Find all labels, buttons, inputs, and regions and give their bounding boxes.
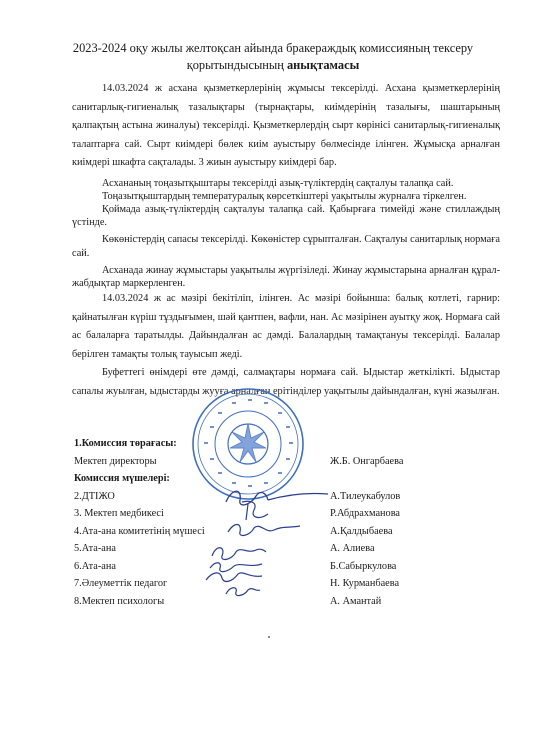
document-title bbox=[40, 40, 506, 74]
paragraph-menu: 14.03.2024 ж ас мәзірі бекітіліп, ілінген. Ас мәзірі бойынша: балық котлеті, гарнир: қайнатылған күріш тұздығымен, шәй қантпен, вафли, нан. Ас мәзірінен ауытқу жоқ. Нормаға сай ас балаларға таратылды. Дайындалған ас дәмді. Балалардың тамақтануы тексерілді. Балалар берілген тамақты толық тауысып жеді. bbox=[72, 293, 500, 360]
paragraph-storage: Қоймада азық-түліктердің сақталуы талапқа сай. Қабырғаға тимейді және стиллаждың үстінде. bbox=[72, 203, 500, 229]
member-name: А.Тилеукабулов bbox=[330, 490, 401, 502]
title-line-2-bold: анықтамасы bbox=[286, 58, 360, 72]
member-row bbox=[74, 543, 504, 561]
paragraph-buffet: Буфеттегі өнімдері өте дәмді, салмақтары нормаға сай. Ыдыстар жеткілікті. Ыдыстар сапалы жуылған, ыдыстарды жууға арналған ерітінділер уақытылы дайындалған, күні жазылған. bbox=[72, 367, 500, 397]
chair-name: Ж.Б. Онгарбаева bbox=[330, 455, 404, 467]
chair-role: Мектеп директоры bbox=[74, 455, 157, 467]
signature-member-4 bbox=[224, 518, 304, 540]
member-name: Р.Абдрахманова bbox=[330, 508, 400, 519]
member-name: А. Амантай bbox=[330, 595, 382, 607]
paragraph-refrigerators: Асхананың тоңазытқыштары тексерілді азық-түліктердің сақталуы талапқа сай. bbox=[102, 177, 454, 189]
title-line-2 bbox=[40, 57, 506, 74]
member-role: 5.Ата-ана bbox=[74, 543, 116, 554]
member-role: 7.Әлеуметтік педагог bbox=[74, 578, 168, 589]
page-mark bbox=[268, 636, 270, 638]
member-name: Н. Курманбаева bbox=[330, 578, 400, 589]
member-role: 2.ДТІЖО bbox=[74, 490, 115, 502]
member-role: 3. Мектеп медбикесі bbox=[74, 508, 164, 519]
signature-member-8 bbox=[222, 582, 262, 600]
member-name: А.Қалдыбаева bbox=[330, 525, 393, 537]
member-role: 6.Ата-ана bbox=[74, 560, 116, 572]
member-name: А. Алиева bbox=[330, 543, 375, 554]
document-body bbox=[72, 80, 500, 401]
chair-row bbox=[74, 456, 504, 474]
chair-heading-row bbox=[74, 438, 504, 456]
member-role: 8.Мектеп психологы bbox=[74, 595, 165, 607]
paragraph-staff-inspection: 14.03.2024 ж асхана қызметкерлерінің жұмысы тексерілді. Асхана қызметкерлерінің санитарлық-гигиеналық тазалықтары (тырнақтары, киімдерінің тазалығы, шаштарының қалпақтың астына жиналуы) тексерілді. Қызметкерлердің сырт көрінісі санитарлық-гигиеналық талаптарға сай. Сырт киімдері бөлек киім ауыстыру бөлмесінде ілінген. Жұмысқа арналған киімдері шкафта сақталады. 3 жиын ауыстыру киімдері бар. bbox=[72, 83, 500, 168]
member-row bbox=[74, 596, 504, 614]
title-line-1: 2023-2024 оқу жылы желтоқсан айында бракераждық комиссияның тексеру bbox=[72, 41, 474, 55]
members-heading: Комиссия мүшелері: bbox=[74, 473, 170, 484]
chair-heading: 1.Комиссия төрағасы: bbox=[74, 438, 177, 449]
paragraph-cleaning: Асханада жинау жұмыстары уақытылы жүргізіледі. Жинау жұмыстарына арналған құрал-жабдықтар маркерленген. bbox=[72, 264, 500, 289]
member-name: Б.Сабыркулова bbox=[330, 560, 397, 572]
title-line-2-text: қорытындысының bbox=[186, 58, 284, 72]
member-row bbox=[74, 578, 504, 596]
paragraph-temperature-log: Тоңазытқыштардың температуралық көрсеткіштері уақытылы журналға тіркелген. bbox=[102, 190, 467, 202]
paragraph-vegetables: Көкөністердің сапасы тексерілді. Көкөністер сұрыпталған. Сақталуы санитарлық нормаға сай. bbox=[72, 234, 500, 259]
member-row bbox=[74, 561, 504, 579]
member-role: 4.Ата-ана комитетінің мүшесі bbox=[74, 525, 205, 537]
